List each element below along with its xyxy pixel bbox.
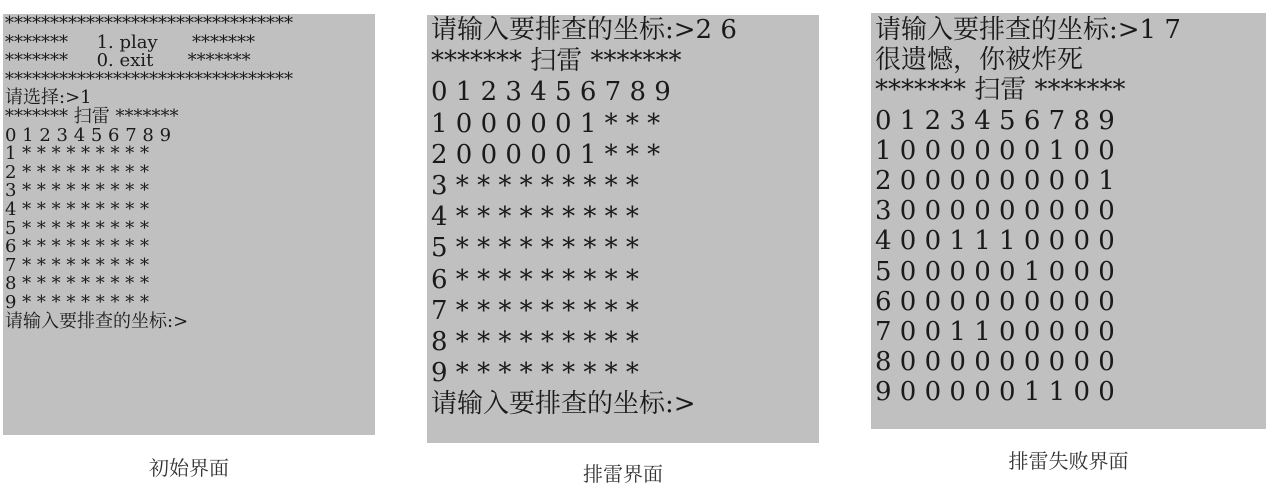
console-line: 8 * * * * * * * * * — [431, 327, 639, 358]
console-line: 4 * * * * * * * * * — [5, 198, 149, 220]
caption-fail: 排雷失败界面 — [1008, 449, 1129, 473]
console-line: 6 * * * * * * * * * — [5, 236, 149, 258]
console-line: ******************************** — [5, 68, 293, 90]
console-line: 7 * * * * * * * * * — [431, 295, 639, 326]
console-line: 0 1 2 3 4 5 6 7 8 9 — [431, 77, 671, 108]
console-line: 3 * * * * * * * * * — [5, 180, 149, 202]
console-line: 6 * * * * * * * * * — [431, 264, 639, 295]
console-initial-screen — [3, 14, 375, 435]
caption-initial: 初始界面 — [149, 456, 229, 480]
console-line: 9 * * * * * * * * * — [5, 291, 149, 313]
console-line: 9 * * * * * * * * * — [431, 358, 639, 389]
console-line: 1 0 0 0 0 0 1 * * * — [431, 108, 661, 139]
console-line: ******* 扫雷 ******* — [5, 105, 179, 127]
console-line: 2 0 0 0 0 0 1 * * * — [431, 139, 661, 170]
console-line: 9 0 0 0 0 0 1 1 0 0 — [875, 377, 1115, 408]
console-fail-screen — [871, 13, 1266, 429]
console-line: 1 0 0 0 0 0 0 1 0 0 — [875, 135, 1115, 166]
console-line: 请输入要排查的坐标:>2 6 — [431, 15, 737, 45]
console-line: 0 1 2 3 4 5 6 7 8 9 — [875, 105, 1115, 136]
console-line: 2 0 0 0 0 0 0 0 0 1 — [875, 166, 1115, 197]
console-sweep-screen — [427, 15, 819, 443]
console-line: 4 0 0 1 1 1 0 0 0 0 — [875, 226, 1115, 257]
console-line: ******* 扫雷 ******* — [875, 75, 1126, 106]
console-line: 4 * * * * * * * * * — [431, 202, 639, 233]
console-line: ******* 1. play ******* — [5, 31, 256, 53]
console-line: 请输入要排查的坐标:> — [431, 389, 696, 420]
console-line: 3 * * * * * * * * * — [431, 171, 639, 202]
console-line: 2 * * * * * * * * * — [5, 161, 149, 183]
console-line: ******************************** — [5, 14, 293, 34]
console-line: 请输入要排查的坐标:> — [5, 310, 189, 332]
console-line: 8 * * * * * * * * * — [5, 273, 149, 295]
console-line: 请选择:>1 — [5, 87, 92, 109]
console-line: 很遗憾，你被炸死 — [875, 45, 1084, 76]
console-line: 5 * * * * * * * * * — [5, 217, 149, 239]
console-line: ******* 扫雷 ******* — [431, 46, 682, 77]
console-line: 7 * * * * * * * * * — [5, 254, 149, 276]
console-line: 请输入要排查的坐标:>1 7 — [875, 15, 1181, 45]
console-line: 5 * * * * * * * * * — [431, 233, 639, 264]
console-line: 8 0 0 0 0 0 0 0 0 0 — [875, 347, 1115, 378]
console-line: 6 0 0 0 0 0 0 0 0 0 — [875, 286, 1115, 317]
caption-sweep: 排雷界面 — [583, 462, 663, 486]
console-line: 7 0 0 1 1 0 0 0 0 0 — [875, 317, 1115, 348]
console-line: 0 1 2 3 4 5 6 7 8 9 — [5, 124, 172, 146]
console-line: 1 * * * * * * * * * — [5, 143, 149, 165]
console-line: ******* 0. exit ******* — [5, 50, 251, 72]
console-line: 3 0 0 0 0 0 0 0 0 0 — [875, 196, 1115, 227]
console-line: 5 0 0 0 0 0 1 0 0 0 — [875, 256, 1115, 287]
